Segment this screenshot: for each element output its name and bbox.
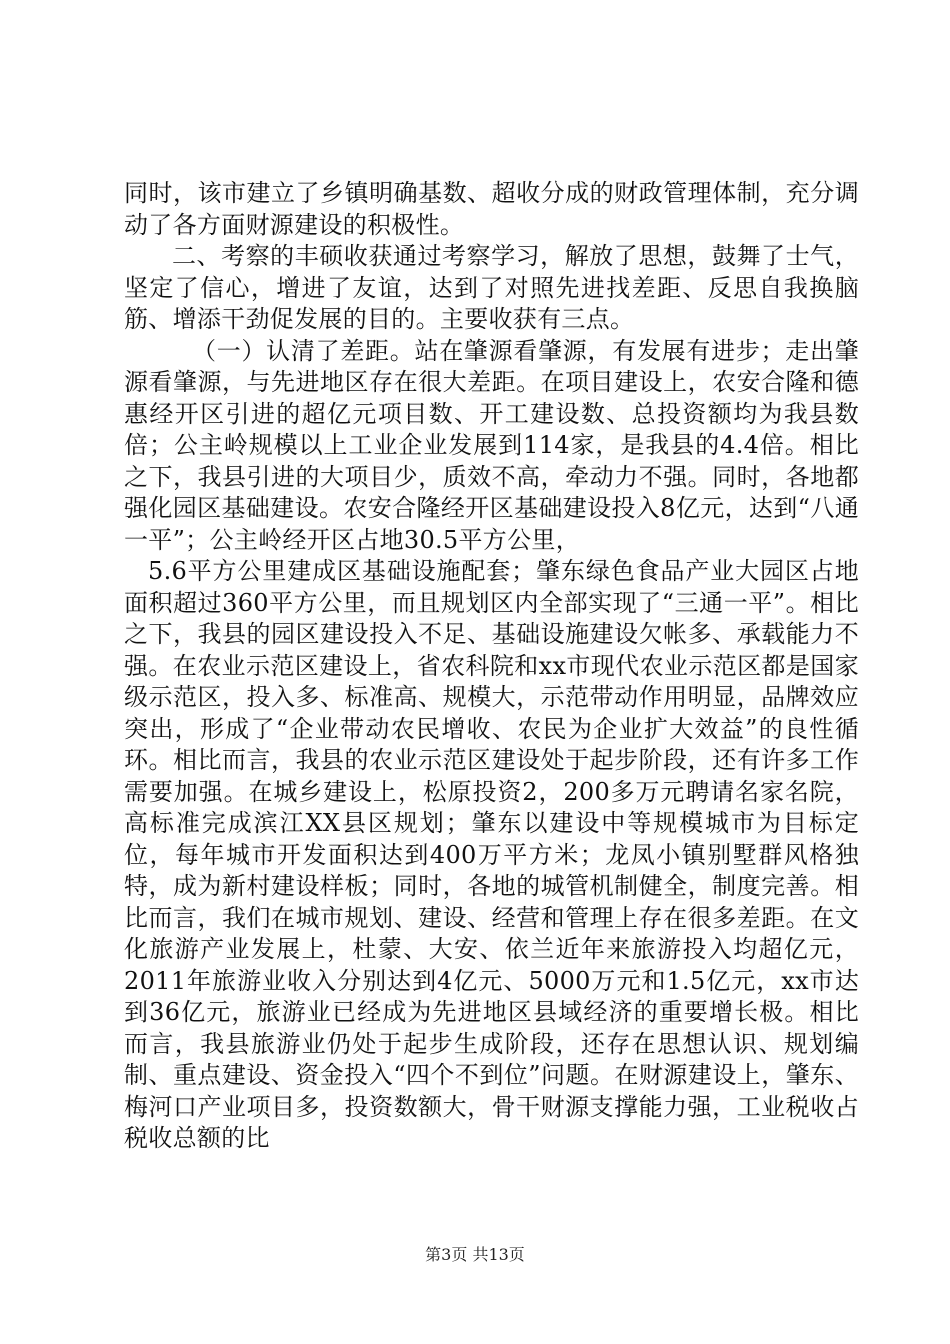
paragraph-4: 5.6平方公里建成区基础设施配套；肇东绿色食品产业大园区占地面积超过360平方公里，而且规划区内全部实现了“三通一平”。相比之下，我县的园区建设投入不足、基础设施建设欠帐多、承载能力不强。在农业示范区建设上，省农科院和xx市现代农业示范区都是国家级示范区，投入多、标准高、规模大，示范带动作用明显，品牌效应突出，形成了“企业带动农民增收、农民为企业扩大效益”的良性循环。相比而言，我县的农业示范区建设处于起步阶段，还有许多工作需要加强。在城乡建设上，松原投资2，200多万元聘请名家名院，高标准完成滨江XX县区规划；肇东以建设中等规模城市为目标定位，每年城市开发面积达到400万平方米；龙凤小镇别墅群风格独特，成为新村建设样板；同时，各地的城管机制健全，制度完善。相比而言，我们在城市规划、建设、经营和管理上存在很多差距。在文化旅游产业发展上，杜蒙、大安、依兰近年来旅游投入均超亿元，2011年旅游业收入分别达到4亿元、5000万元和1.5亿元，xx市达到36亿元，旅游业已经成为先进地区县域经济的重要增长极。相比而言，我县旅游业仍处于起步生成阶段，还存在思想认识、规划编制、重点建设、资金投入“四个不到位”问题。在财源建设上，肇东、梅河口产业项目多，投资数额大，骨干财源支撑能力强，工业税收占税收总额的比 [124,557,859,1152]
paragraph-2: 二、考察的丰硕收获通过考察学习，解放了思想，鼓舞了士气，坚定了信心，增进了友谊，达到了对照先进找差距、反思自我换脑筋、增添干劲促发展的目的。主要收获有三点。 [124,242,859,333]
document-body [124,178,859,1155]
page-footer: 第3页 共13页 [425,1245,525,1264]
paragraph-3: （一）认清了差距。站在肇源看肇源，有发展有进步；走出肇源看肇源，与先进地区存在很大差距。在项目建设上，农安合隆和德惠经开区引进的超亿元项目数、开工建设数、总投资额均为我县数倍；公主岭规模以上工业企业发展到114家，是我县的4.4倍。相比之下，我县引进的大项目少，质效不高，牵动力不强。同时，各地都强化园区基础建设。农安合隆经开区基础建设投入8亿元，达到“八通一平”；公主岭经开区占地30.5平方公里， [124,336,859,554]
paragraph-1: 同时，该市建立了乡镇明确基数、超收分成的财政管理体制，充分调动了各方面财源建设的积极性。 [124,179,859,239]
